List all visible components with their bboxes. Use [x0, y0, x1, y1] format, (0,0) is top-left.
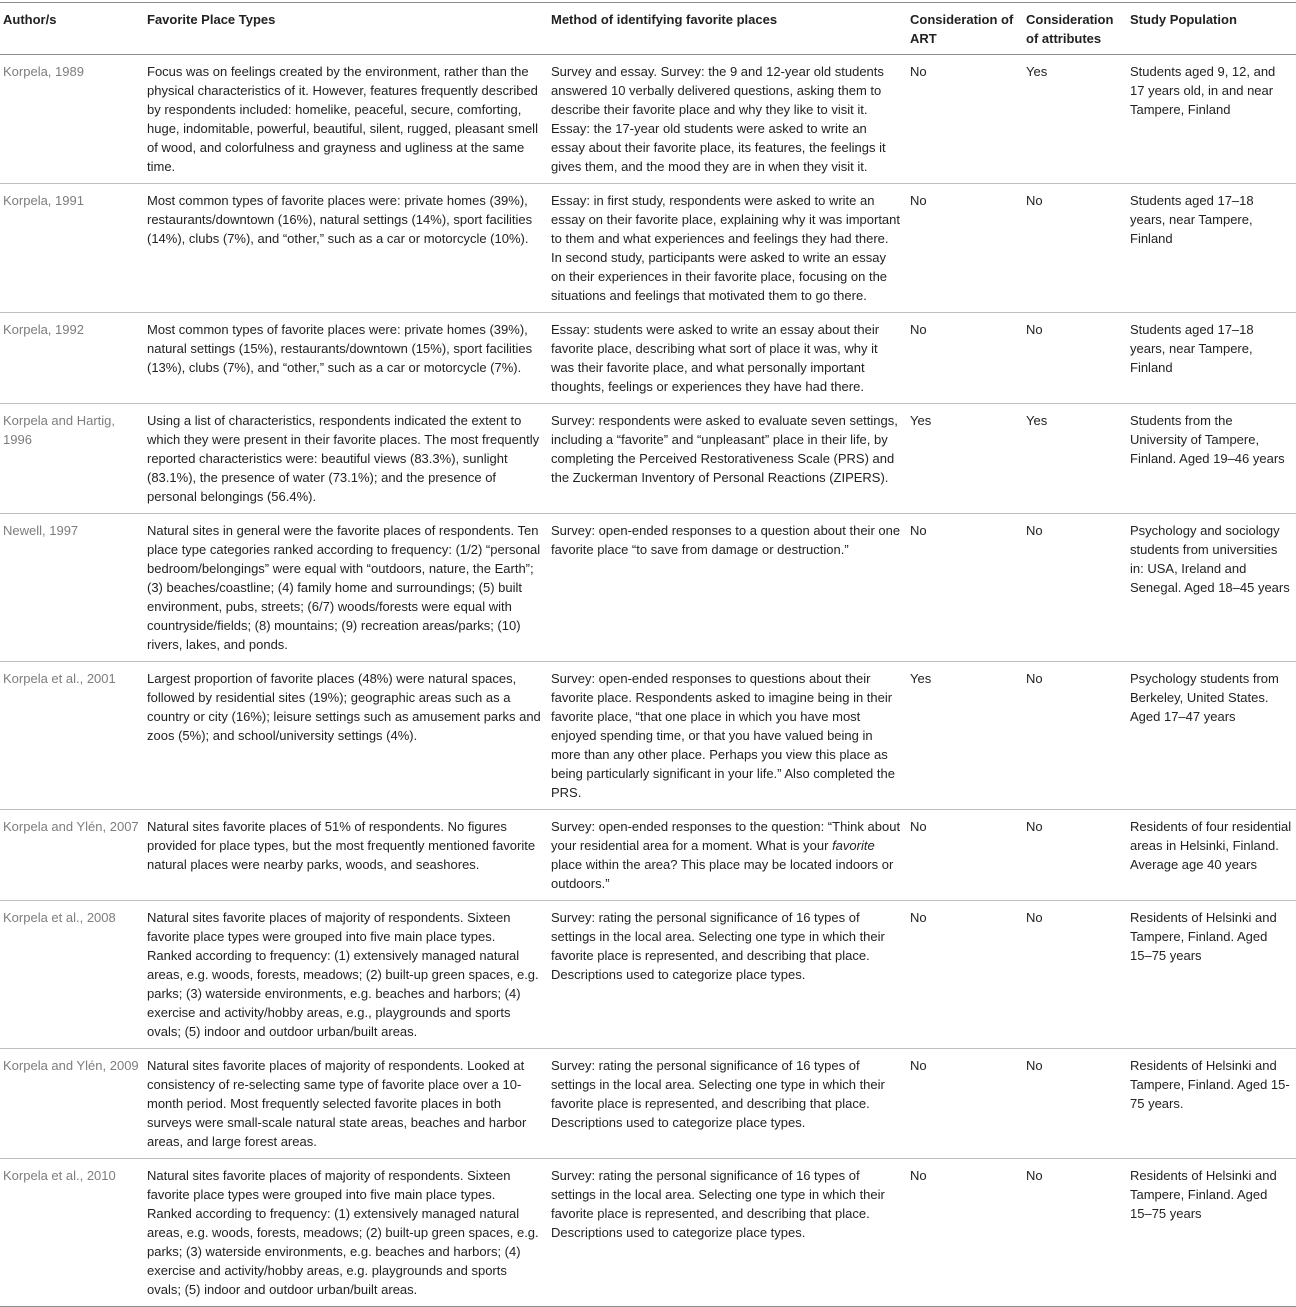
cell-method: Survey: rating the personal significance of 16 types of settings in the local area. Selecting one type in which their favorite place is represented, and describing that place. Descriptions used to categorize place types.	[551, 910, 885, 982]
header-consideration-attributes: Consideration of attributes	[1026, 12, 1114, 46]
cell-method: Survey: rating the personal significance of 16 types of settings in the local area. Selecting one type in which their favorite place is represented, and describing that place. Descriptions used to categorize place types.	[551, 1058, 885, 1130]
cell-place-types: Largest proportion of favorite places (48%) were natural spaces, followed by residential sites (19%); geographic areas such as a country or city (16%); leisure settings such as amusement parks and zoos (5%); and school/university settings (4%).	[147, 671, 541, 743]
cell-attributes: Yes	[1026, 64, 1048, 79]
cell-population: Students aged 9, 12, and 17 years old, in and near Tampere, Finland	[1130, 64, 1276, 117]
cell-method: Essay: in first study, respondents were asked to write an essay on their favorite place, explaining why it was important to them and what experiences and feelings they had there. In second study, participants were asked to write an essay on their experiences in their favorite place, focusing on the situations and feelings that motivated them to go there.	[551, 193, 901, 303]
cell-author: Korpela, 1989	[3, 64, 84, 79]
table-row	[0, 662, 1296, 810]
header-study-population: Study Population	[1130, 12, 1237, 27]
cell-attributes: No	[1026, 523, 1043, 538]
cell-population: Psychology and sociology students from universities in: USA, Ireland and Senegal. Aged 18–45 years	[1130, 523, 1290, 595]
favorite-places-table	[0, 2, 1296, 1307]
header-favorite-place-types: Favorite Place Types	[147, 12, 276, 27]
cell-art: No	[910, 523, 927, 538]
cell-art: No	[910, 819, 927, 834]
table-row	[0, 810, 1296, 901]
table-row	[0, 184, 1296, 313]
cell-population: Psychology students from Berkeley, United States. Aged 17–47 years	[1130, 671, 1279, 724]
table-row	[0, 313, 1296, 404]
cell-place-types: Using a list of characteristics, respondents indicated the extent to which they were present in their favorite places. The most frequently reported characteristics were: beautiful views (83.3%), sunlight (83.1%), the presence of water (73.1%); and the presence of personal belongings (56.4%).	[147, 413, 540, 504]
cell-art: No	[910, 910, 927, 925]
cell-attributes: No	[1026, 819, 1043, 834]
cell-attributes: No	[1026, 1058, 1043, 1073]
cell-place-types: Natural sites favorite places of majority of respondents. Looked at consistency of re-selecting same type of favorite place over a 10-month period. Most frequently selected favorite places in both surveys were small-scale natural state areas, beaches and harbor areas, and large forest areas.	[147, 1058, 527, 1149]
cell-population: Residents of Helsinki and Tampere, Finland. Aged 15–75 years	[1130, 1168, 1277, 1221]
cell-place-types: Natural sites favorite places of majority of respondents. Sixteen favorite place types were grouped into five main place types. Ranked according to frequency: (1) extensively managed natural areas, e.g. woods, forests, meadows; (2) built-up green spaces, e.g. parks; (3) waterside environments, e.g. beaches and harbors; (4) exercise and activity/hobby areas, e.g., playgrounds and sports ovals; (5) indoor and outdoor urban/built areas.	[147, 910, 539, 1039]
cell-population: Residents of Helsinki and Tampere, Finland. Aged 15–75 years	[1130, 910, 1277, 963]
cell-attributes: No	[1026, 193, 1043, 208]
cell-art: Yes	[910, 413, 932, 428]
header-author: Author/s	[3, 12, 57, 27]
cell-population: Residents of four residential areas in Helsinki, Finland. Average age 40 years	[1130, 819, 1292, 872]
table-row	[0, 901, 1296, 1049]
cell-method: Survey: open-ended responses to questions about their favorite place. Respondents asked to imagine being in their favorite place, “that one place in which you have most enjoyed spending time, or that you have valued being in more than any other place. Perhaps you view this place as being particularly significant in your life.” Also completed the PRS.	[551, 671, 895, 800]
cell-method: Essay: students were asked to write an essay about their favorite place, describing what sort of place it was, why it was their favorite place, and what personally important thoughts, feelings or experiences they have had there.	[551, 322, 880, 394]
cell-attributes: No	[1026, 671, 1043, 686]
cell-author: Korpela et al., 2001	[3, 671, 116, 686]
cell-author: Korpela and Ylén, 2007	[3, 819, 139, 834]
cell-art: No	[910, 64, 927, 79]
table-header-row	[0, 3, 1296, 55]
cell-author: Korpela and Ylén, 2009	[3, 1058, 139, 1073]
method-text-end: place within the area? This place may be located indoors or outdoors.”	[551, 857, 894, 891]
cell-art: No	[910, 1058, 927, 1073]
cell-population: Students aged 17–18 years, near Tampere, Finland	[1130, 193, 1254, 246]
cell-place-types: Natural sites favorite places of 51% of respondents. No figures provided for place types, but the most frequently mentioned favorite natural places were nearby parks, woods, and seashores.	[147, 819, 536, 872]
cell-place-types: Most common types of favorite places were: private homes (39%), natural settings (15%), restaurants/downtown (15%), sport facilities (13%), clubs (7%), and “other,” such as a car or motorcycle (7%).	[147, 322, 533, 375]
cell-author: Korpela, 1991	[3, 193, 84, 208]
cell-author: Korpela, 1992	[3, 322, 84, 337]
table-row	[0, 1159, 1296, 1307]
cell-author: Korpela and Hartig, 1996	[3, 413, 116, 447]
cell-population: Residents of Helsinki and Tampere, Finland. Aged 15-75 years.	[1130, 1058, 1290, 1111]
cell-art: No	[910, 1168, 927, 1183]
cell-attributes: No	[1026, 1168, 1043, 1183]
cell-method: Survey: rating the personal significance of 16 types of settings in the local area. Selecting one type in which their favorite place is represented, and describing that place. Descriptions used to categorize place types.	[551, 1168, 885, 1240]
cell-attributes: No	[1026, 910, 1043, 925]
cell-author: Korpela et al., 2008	[3, 910, 116, 925]
cell-population: Students aged 17–18 years, near Tampere, Finland	[1130, 322, 1254, 375]
cell-author: Korpela et al., 2010	[3, 1168, 116, 1183]
method-text-start: Survey: open-ended responses to the question: “Think about your residential area for a moment. What is your	[551, 819, 901, 853]
cell-art: Yes	[910, 671, 932, 686]
cell-author: Newell, 1997	[3, 523, 79, 538]
cell-place-types: Focus was on feelings created by the environment, rather than the physical characteristics of it. However, features frequently described by respondents included: homelike, peaceful, secure, comforting, huge, indomitable, powerful, beautiful, silent, rugged, pleasant smell of wood, and colorfulness and grayness and ugliness at the same time.	[147, 64, 538, 174]
cell-place-types: Most common types of favorite places were: private homes (39%), restaurants/downtown (16%), natural settings (14%), sport facilities (14%), clubs (7%), and “other,” such as a car or motorcycle (10%).	[147, 193, 533, 246]
cell-art: No	[910, 322, 927, 337]
header-method: Method of identifying favorite places	[551, 12, 778, 27]
table-row	[0, 55, 1296, 184]
cell-attributes: No	[1026, 322, 1043, 337]
cell-method: Survey: respondents were asked to evaluate seven settings, including a “favorite” and “unpleasant” place in their life, by completing the Perceived Restorativeness Scale (PRS) and the Zuckerman Inventory of Personal Reactions (ZIPERS).	[551, 413, 898, 485]
cell-method: Survey: open-ended responses to a question about their one favorite place “to save from damage or destruction.”	[551, 523, 901, 557]
table-row	[0, 1049, 1296, 1159]
cell-method: Survey and essay. Survey: the 9 and 12-year old students answered 10 verbally delivered questions, asking them to describe their favorite place and why they like to visit it. Essay: the 17-year old students were asked to write an essay about their favorite place, its features, the feelings it gives them, and the mood they are in when they visit it.	[551, 64, 886, 174]
cell-population: Students from the University of Tampere, Finland. Aged 19–46 years	[1130, 413, 1285, 466]
cell-method	[547, 810, 906, 901]
header-consideration-art: Consideration of ART	[910, 12, 1014, 46]
cell-attributes: Yes	[1026, 413, 1048, 428]
table-row	[0, 404, 1296, 514]
cell-place-types: Natural sites in general were the favorite places of respondents. Ten place type categories ranked according to frequency: (1/2) “personal bedroom/belongings” were equal with “outdoors, nature, the Earth”; (3) beaches/coastline; (4) family home and surroundings; (5) built environment, pubs, streets; (6/7) woods/forests were equal with countryside/fields; (8) mountains; (9) recreation areas/parks; (10) rivers, lakes, and ponds.	[147, 523, 541, 652]
cell-art: No	[910, 193, 927, 208]
table-row	[0, 514, 1296, 662]
method-text-emphasis: favorite	[832, 838, 875, 853]
cell-place-types: Natural sites favorite places of majority of respondents. Sixteen favorite place types were grouped into five main place types. Ranked according to frequency: (1) extensively managed natural areas, e.g. woods, forests, meadows; (2) built-up green spaces, e.g. parks; (3) waterside environments, e.g. beaches and harbors; (4) exercise and activity/hobby areas, e.g. playgrounds and sports ovals; (5) indoor and outdoor urban/built areas.	[147, 1168, 539, 1297]
